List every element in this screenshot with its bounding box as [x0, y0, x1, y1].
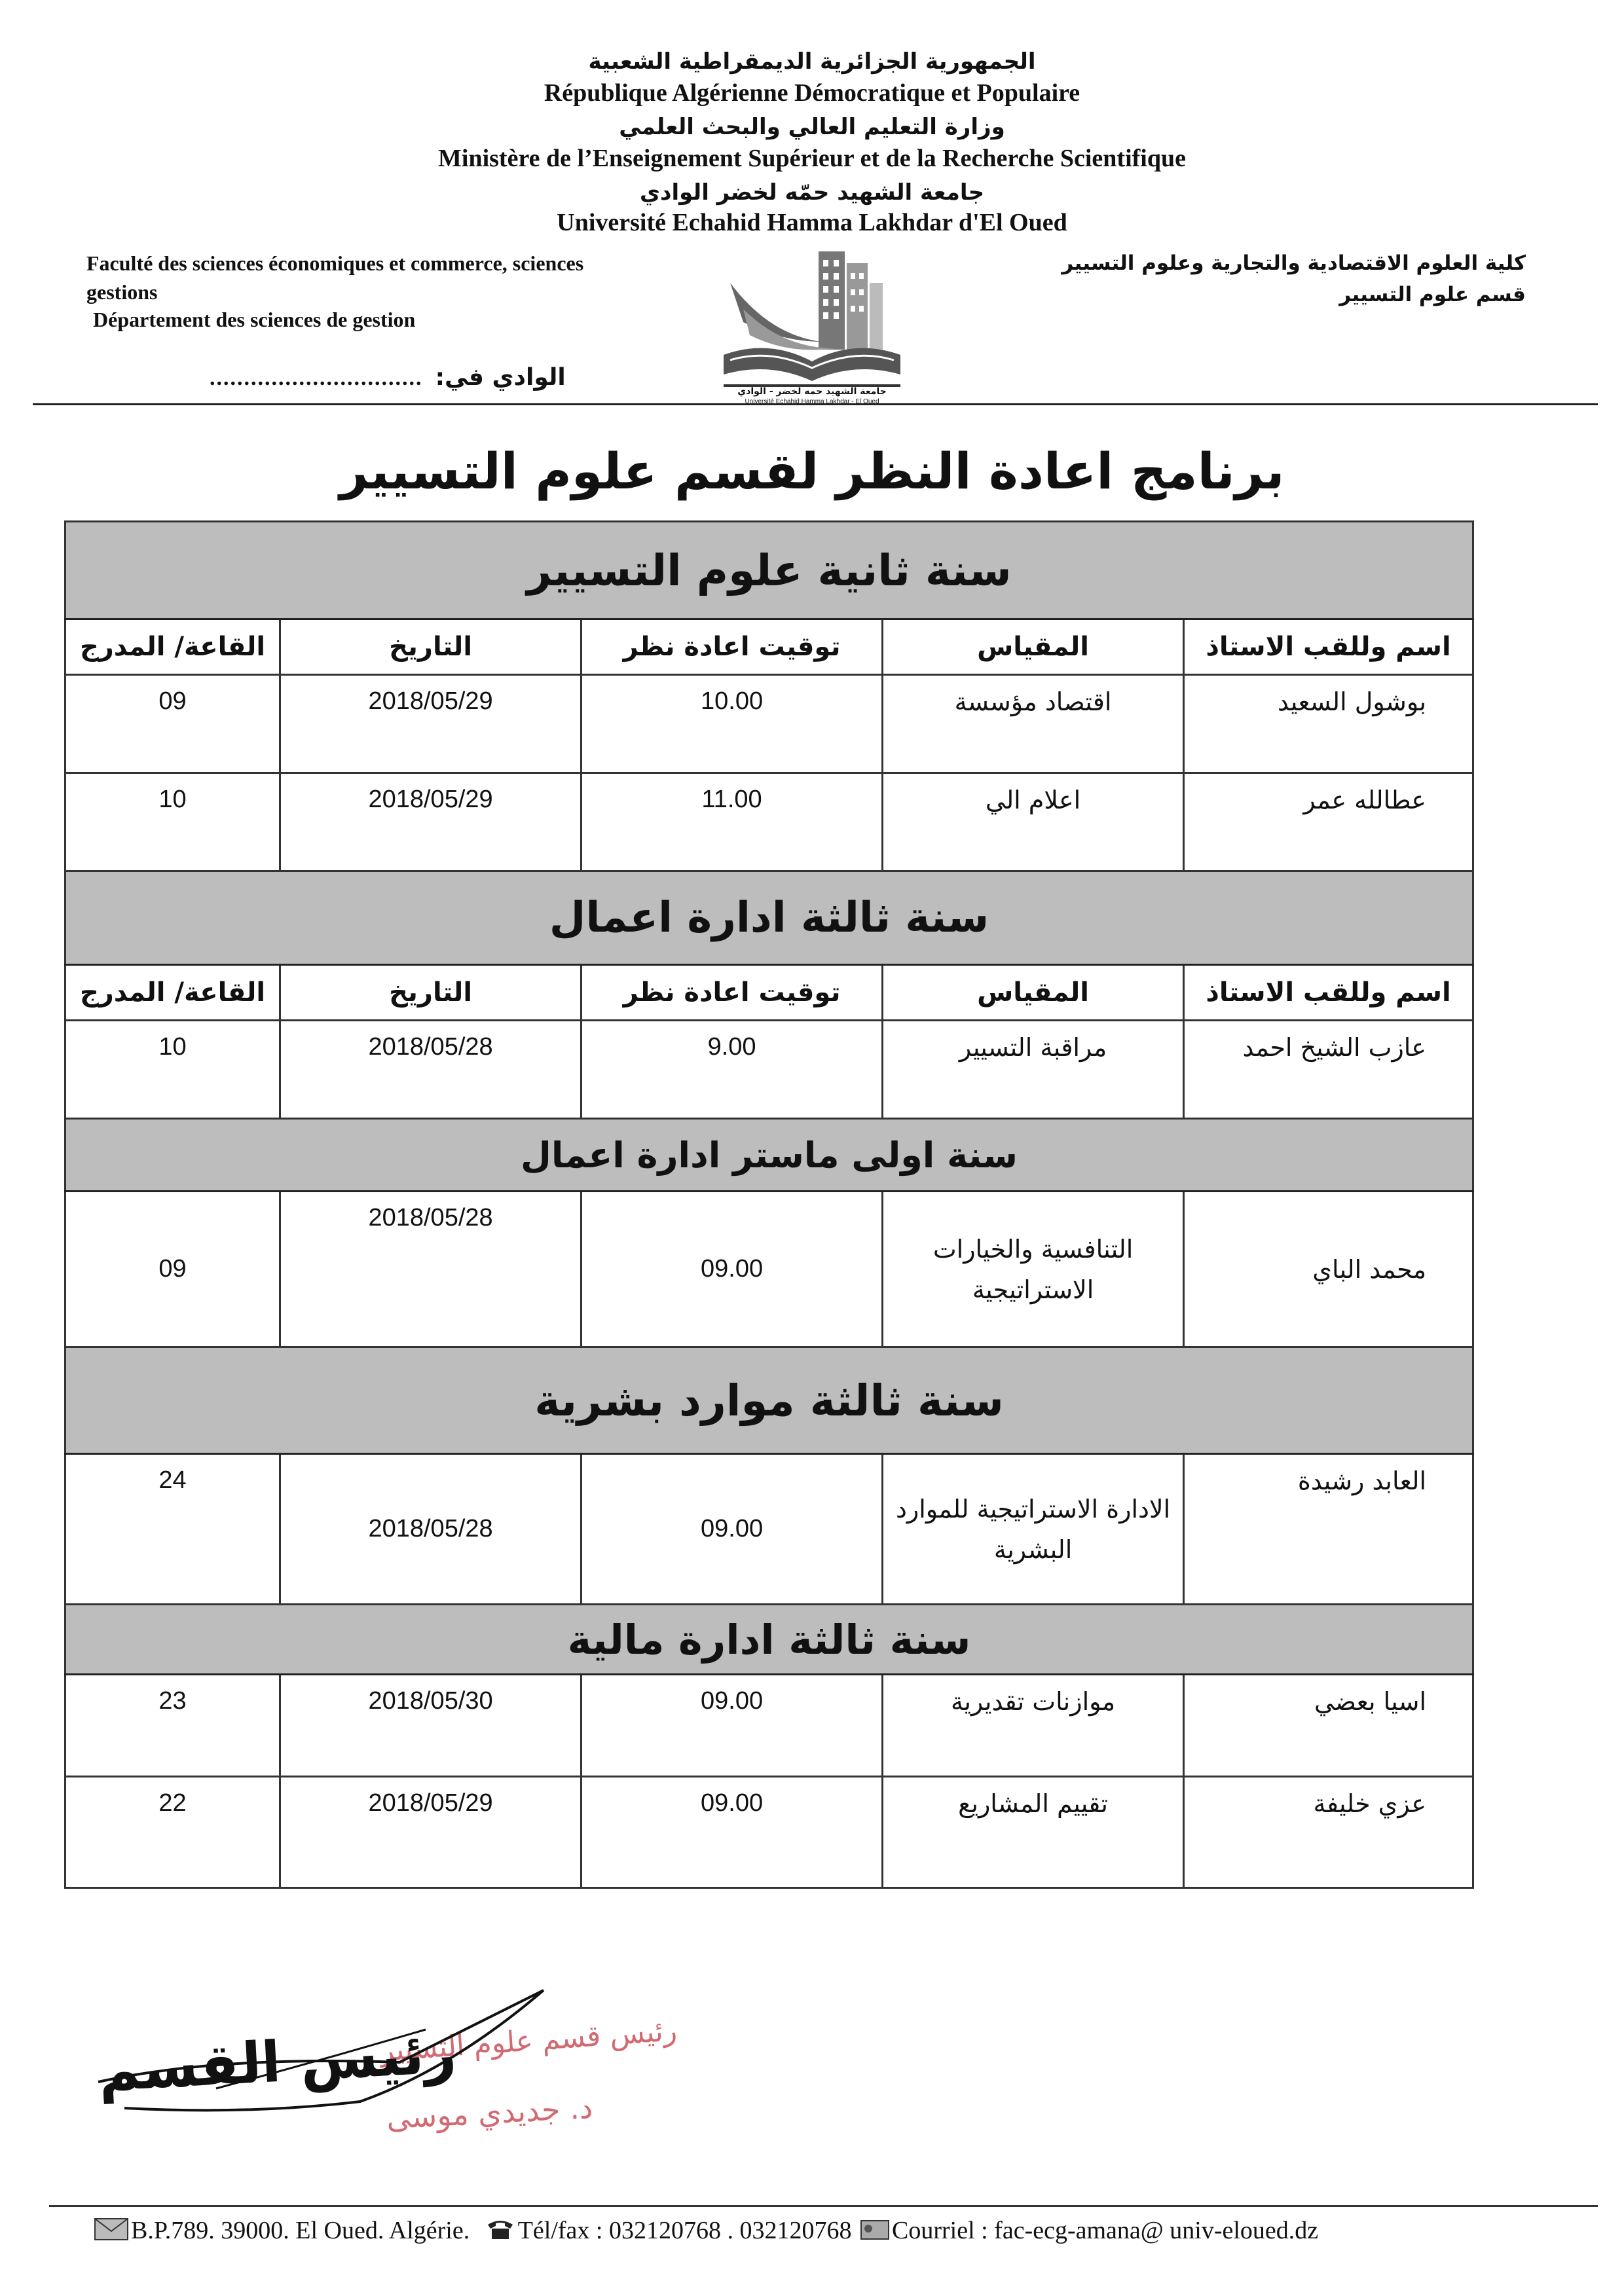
university-ar: جامعة الشهيد حمّه لخضر الوادي — [639, 179, 985, 206]
time-cell: 09.00 — [581, 1192, 883, 1347]
col-time: توقيت اعادة نظر — [581, 965, 883, 1021]
col-teacher: اسم وللقب الاستاذ — [1184, 965, 1473, 1021]
footer — [92, 2216, 1598, 2247]
section-header — [65, 1605, 1473, 1675]
footer-email: Courriel : fac-ecg-amana@ univ-eloued.dz — [891, 2217, 1319, 2244]
logo-caption-ar: جامعة الشهيد حمه لخضر - الوادي — [737, 386, 887, 397]
module-line: الاستراتيجية — [972, 1275, 1094, 1304]
teacher-cell: العابد رشيدة — [1184, 1454, 1473, 1605]
module-cell: مراقبة التسيير — [883, 1021, 1184, 1119]
date-cell: 2018/05/28 — [280, 1192, 581, 1347]
signature-block — [85, 1984, 740, 2154]
teacher-cell: عزي خليفة — [1184, 1777, 1473, 1888]
column-header-row — [65, 619, 1473, 675]
handwritten-signature: رئيس القسم — [96, 2020, 458, 2105]
teacher-cell: اسيا بعضي — [1184, 1675, 1473, 1777]
module-cell: اعلام الي — [883, 773, 1184, 871]
footer-divider — [49, 2205, 1598, 2207]
time-cell: 09.00 — [581, 1675, 883, 1777]
university-logo-icon — [717, 244, 907, 407]
faculty-fr-line-1: Faculté des sciences économiques et commerce, sciences — [86, 251, 584, 275]
col-room: القاعة/ المدرج — [65, 619, 280, 675]
table-row — [65, 1675, 1473, 1777]
module-line: الادارة الاستراتيجية للموارد — [895, 1494, 1171, 1523]
teacher-cell: عطالله عمر — [1184, 773, 1473, 871]
section-title: سنة ثالثة ادارة مالية — [65, 1605, 1473, 1675]
table-row — [65, 1777, 1473, 1888]
module-cell: اقتصاد مؤسسة — [883, 675, 1184, 773]
module-cell: تقييم المشاريع — [883, 1777, 1184, 1888]
phone-icon — [485, 2218, 515, 2247]
time-cell: 09.00 — [581, 1454, 883, 1605]
faculty-ar: كلية العلوم الاقتصادية والتجارية وعلوم التسيير — [1061, 251, 1526, 275]
date-cell: 2018/05/28 — [280, 1021, 581, 1119]
room-cell: 23 — [65, 1675, 280, 1777]
university-logo — [717, 244, 907, 407]
signature-scribble-icon — [85, 1984, 740, 2154]
section-header — [65, 522, 1473, 619]
table-row — [65, 1192, 1473, 1347]
ministry-ar: وزارة التعليم العالي والبحث العلمي — [619, 114, 1005, 140]
col-module: المقياس — [883, 965, 1184, 1021]
section-header — [65, 1119, 1473, 1192]
stamp-name: د. جديدي موسى — [385, 2089, 594, 2136]
date-line — [210, 361, 566, 394]
section-header — [65, 871, 1473, 965]
teacher-cell: محمد الباي — [1184, 1192, 1473, 1347]
date-cell: 2018/05/29 — [280, 675, 581, 773]
date-dots: ............................... — [210, 366, 423, 390]
table-row — [65, 1454, 1473, 1605]
col-time: توقيت اعادة نظر — [581, 619, 883, 675]
module-cell — [883, 1454, 1184, 1605]
col-date: التاريخ — [280, 965, 581, 1021]
module-line: البشرية — [993, 1535, 1073, 1564]
room-cell: 10 — [65, 1021, 280, 1119]
ministry-fr: Ministère de l’Enseignement Supérieur et de la Recherche Scientifique — [438, 145, 1186, 172]
logo-caption-fr: Université Echahid Hamma Lakhdar - El Oued — [745, 398, 879, 405]
column-header-row — [65, 965, 1473, 1021]
time-cell: 10.00 — [581, 675, 883, 773]
teacher-cell: عازب الشيخ احمد — [1184, 1021, 1473, 1119]
module-cell: موازنات تقديرية — [883, 1675, 1184, 1777]
room-cell: 09 — [65, 1192, 280, 1347]
section-header — [65, 1347, 1473, 1454]
section-title: سنة ثالثة موارد بشرية — [65, 1347, 1473, 1454]
stamp-title: رئيس قسم علوم التسيير — [378, 2014, 678, 2068]
footer-address: B.P.789. 39000. El Oued. Algérie. — [131, 2217, 470, 2244]
module-cell — [883, 1192, 1184, 1347]
department-fr: Département des sciences de gestion — [93, 308, 416, 331]
envelope-icon — [94, 2218, 128, 2247]
date-cell: 2018/05/28 — [280, 1454, 581, 1605]
date-cell: 2018/05/29 — [280, 1777, 581, 1888]
table-row — [65, 675, 1473, 773]
department-ar: قسم علوم التسيير — [1339, 283, 1526, 306]
table-row — [65, 773, 1473, 871]
university-fr: Université Echahid Hamma Lakhdar d'El Oued — [557, 209, 1067, 236]
mail-icon — [860, 2218, 889, 2247]
republic-fr: République Algérienne Démocratique et Populaire — [544, 79, 1080, 107]
republic-ar: الجمهورية الجزائرية الديمقراطية الشعبية — [588, 48, 1036, 75]
header-divider — [33, 403, 1598, 405]
module-line: التنافسية والخيارات — [932, 1234, 1134, 1264]
room-cell: 10 — [65, 773, 280, 871]
section-title: سنة ثالثة ادارة اعمال — [65, 871, 1473, 965]
section-title: سنة اولى ماستر ادارة اعمال — [65, 1119, 1473, 1192]
footer-phone: Tél/fax : 032120768 . 032120768 — [517, 2217, 852, 2244]
time-cell: 09.00 — [581, 1777, 883, 1888]
date-label: الوادي في: — [435, 364, 566, 391]
date-cell: 2018/05/30 — [280, 1675, 581, 1777]
room-cell: 24 — [65, 1454, 280, 1605]
table-row — [65, 1021, 1473, 1119]
date-cell: 2018/05/29 — [280, 773, 581, 871]
col-teacher: اسم وللقب الاستاذ — [1184, 619, 1473, 675]
faculty-fr-line-2: gestions — [86, 280, 158, 304]
time-cell: 9.00 — [581, 1021, 883, 1119]
time-cell: 11.00 — [581, 773, 883, 871]
section-title: سنة ثانية علوم التسيير — [65, 522, 1473, 619]
col-module: المقياس — [883, 619, 1184, 675]
teacher-cell: بوشول السعيد — [1184, 675, 1473, 773]
review-schedule-table — [64, 520, 1474, 1889]
page-title: برنامج اعادة النظر لقسم علوم التسيير — [339, 442, 1285, 500]
room-cell: 22 — [65, 1777, 280, 1888]
col-date: التاريخ — [280, 619, 581, 675]
col-room: القاعة/ المدرج — [65, 965, 280, 1021]
room-cell: 09 — [65, 675, 280, 773]
